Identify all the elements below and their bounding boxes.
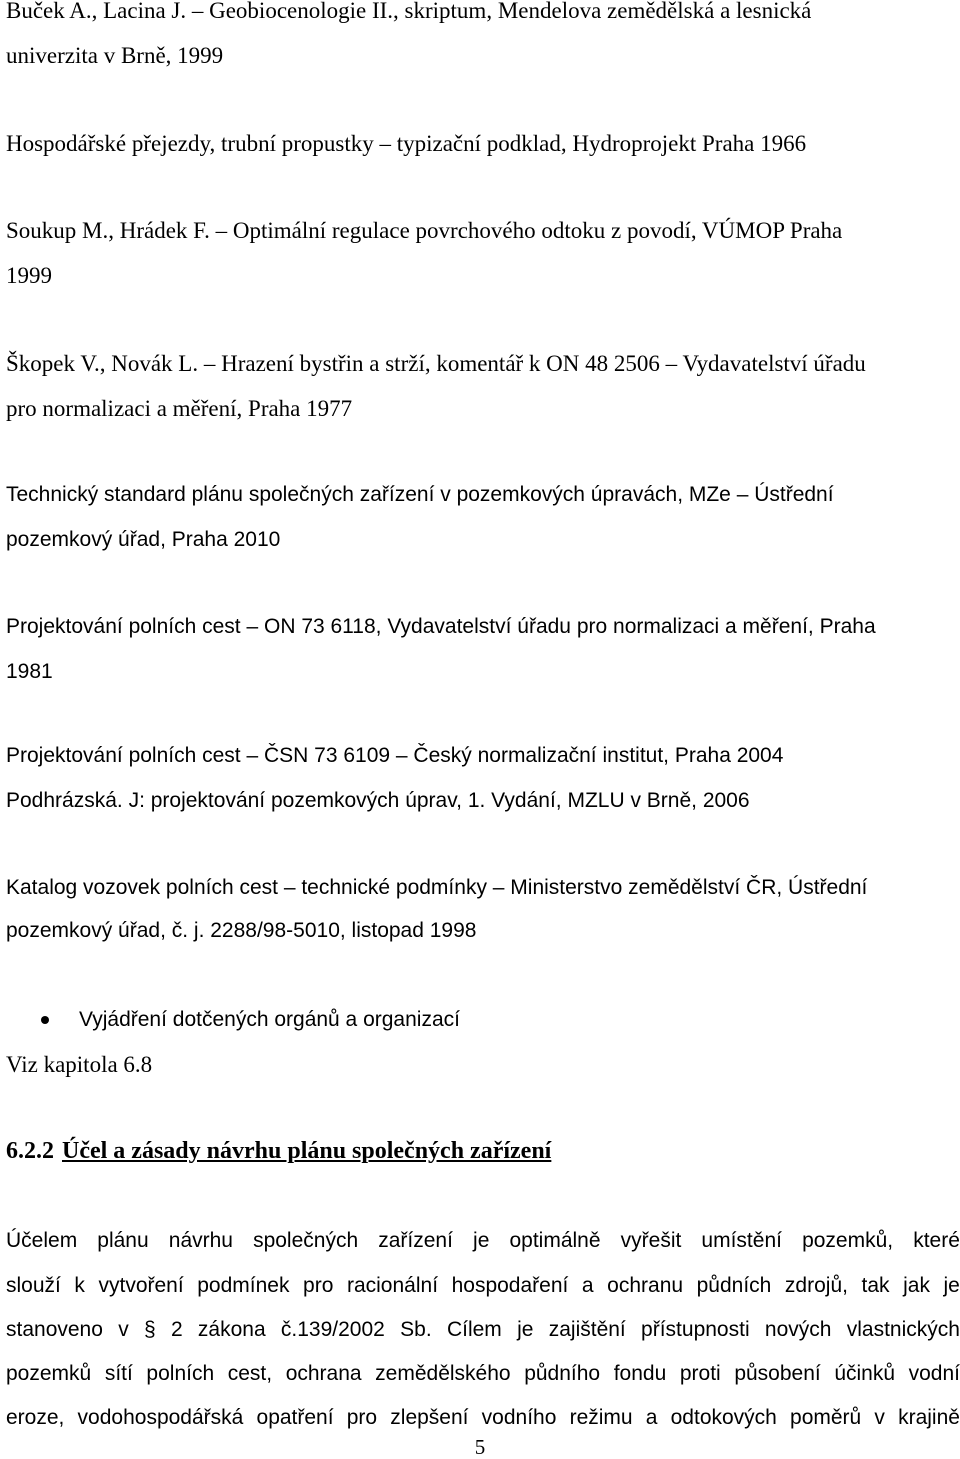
- page-number: 5: [474, 1435, 486, 1459]
- paragraph-word: vlastnických: [846, 1318, 960, 1341]
- paragraph-word: půdních: [696, 1274, 772, 1297]
- paragraph-line-3: [6, 1316, 960, 1344]
- paragraph-word: v: [118, 1318, 129, 1341]
- section-title: Účel a zásady návrhu plánu společných zařízení: [62, 1138, 552, 1164]
- paragraph-word: optimálně: [509, 1229, 601, 1252]
- paragraph-word: proti: [679, 1362, 721, 1385]
- reference-8-line-1: Katalog vozovek polních cest – technické podmínky – Ministerstvo zemědělství ČR, Ústřední: [6, 876, 868, 899]
- reference-6-line-1: Projektování polních cest – ON 73 6118, Vydavatelství úřadu pro normalizaci a měření, Praha: [6, 615, 876, 638]
- reference-8-line-2: pozemkový úřad, č. j. 2288/98-5010, listopad 1998: [6, 919, 477, 942]
- paragraph-word: fondu: [613, 1362, 667, 1385]
- reference-7-line-2: Podhrázská. J: projektování pozemkových úprav, 1. Vydání, MZLU v Brně, 2006: [6, 789, 750, 812]
- paragraph-word: hospodaření: [451, 1274, 569, 1297]
- paragraph-word: působení: [734, 1362, 821, 1385]
- paragraph-line-2: [6, 1272, 960, 1300]
- paragraph-word: vodního: [481, 1406, 557, 1429]
- paragraph-word: poměrů: [790, 1406, 862, 1429]
- paragraph-word: Účelem: [6, 1229, 78, 1252]
- paragraph-word: k: [74, 1274, 85, 1297]
- paragraph-word: přístupnosti: [641, 1318, 750, 1341]
- paragraph-word: účinků: [834, 1362, 896, 1385]
- paragraph-word: a: [645, 1406, 658, 1429]
- paragraph-word: vodní: [908, 1362, 960, 1385]
- paragraph-word: Sb.: [400, 1318, 432, 1341]
- paragraph-word: ochrana: [285, 1362, 362, 1385]
- paragraph-word: je: [473, 1229, 490, 1252]
- paragraph-word: cest,: [227, 1362, 273, 1385]
- paragraph-word: zajištění: [548, 1318, 626, 1341]
- paragraph-line-5: [6, 1404, 960, 1432]
- reference-2-line-1: Hospodářské přejezdy, trubní propustky – typizační podklad, Hydroprojekt Praha 1966: [6, 131, 807, 156]
- paragraph-word: vyřešit: [620, 1229, 682, 1252]
- reference-4-line-1: Škopek V., Novák L. – Hrazení bystřin a strží, komentář k ON 48 2506 – Vydavatelství úřadu: [6, 351, 866, 376]
- bullet-dot-icon: [41, 1016, 49, 1024]
- paragraph-line-4: [6, 1360, 960, 1388]
- paragraph-word: opatření: [256, 1406, 334, 1429]
- section-heading: [6, 1137, 551, 1165]
- paragraph-word: eroze,: [6, 1406, 65, 1429]
- paragraph-word: umístění: [701, 1229, 782, 1252]
- paragraph-word: §: [143, 1318, 156, 1341]
- paragraph-word: racionální: [346, 1274, 439, 1297]
- reference-3-line-2: 1999: [6, 263, 52, 288]
- paragraph-word: stanoveno: [6, 1318, 103, 1341]
- paragraph-word: polních: [146, 1362, 215, 1385]
- paragraph-word: vodohospodářská: [77, 1406, 244, 1429]
- paragraph-word: návrhu: [168, 1229, 233, 1252]
- reference-4-line-2: pro normalizaci a měření, Praha 1977: [6, 396, 353, 421]
- paragraph-word: jak: [903, 1274, 930, 1297]
- reference-5-line-2: pozemkový úřad, Praha 2010: [6, 528, 281, 551]
- paragraph-word: zlepšení: [390, 1406, 469, 1429]
- section-number: 6.2.2: [6, 1138, 54, 1164]
- reference-5-line-1: Technický standard plánu společných zařízení v pozemkových úpravách, MZe – Ústřední: [6, 483, 834, 506]
- paragraph-word: pro: [346, 1406, 378, 1429]
- paragraph-word: společných: [253, 1229, 359, 1252]
- paragraph-word: podmínek: [197, 1274, 290, 1297]
- paragraph-word: a: [581, 1274, 594, 1297]
- paragraph-word: které: [913, 1229, 960, 1252]
- paragraph-word: pro: [303, 1274, 334, 1297]
- paragraph-word: sítí: [104, 1362, 133, 1385]
- paragraph-word: zákona: [197, 1318, 266, 1341]
- paragraph-word: krajině: [898, 1406, 960, 1429]
- paragraph-word: zemědělského: [375, 1362, 511, 1385]
- paragraph-word: ochranu: [607, 1274, 684, 1297]
- paragraph-word: Cílem: [446, 1318, 502, 1341]
- paragraph-word: 2: [170, 1318, 183, 1341]
- paragraph-word: zdrojů,: [784, 1274, 848, 1297]
- paragraph-word: v: [874, 1406, 885, 1429]
- reference-7-line-1: Projektování polních cest – ČSN 73 6109 – Český normalizační institut, Praha 2004: [6, 744, 784, 767]
- see-chapter-note: Viz kapitola 6.8: [6, 1052, 153, 1077]
- paragraph-word: je: [517, 1318, 534, 1341]
- paragraph-word: plánu: [97, 1229, 149, 1252]
- paragraph-word: nových: [764, 1318, 832, 1341]
- bullet-item-text: Vyjádření dotčených orgánů a organizací: [79, 1008, 460, 1031]
- paragraph-word: vytvoření: [98, 1274, 184, 1297]
- paragraph-word: zařízení: [378, 1229, 453, 1252]
- paragraph-word: pozemků: [6, 1362, 92, 1385]
- reference-1-line-2: univerzita v Brně, 1999: [6, 43, 224, 68]
- reference-3-line-1: Soukup M., Hrádek F. – Optimální regulace povrchového odtoku z povodí, VÚMOP Praha: [6, 218, 843, 243]
- paragraph-word: pozemků,: [802, 1229, 894, 1252]
- paragraph-word: odtokových: [670, 1406, 777, 1429]
- paragraph-word: tak: [861, 1274, 890, 1297]
- paragraph-word: režimu: [569, 1406, 633, 1429]
- paragraph-word: půdního: [524, 1362, 601, 1385]
- reference-6-line-2: 1981: [6, 660, 53, 683]
- paragraph-line-1: [6, 1227, 960, 1255]
- paragraph-word: č.139/2002: [280, 1318, 385, 1341]
- paragraph-word: je: [943, 1274, 960, 1297]
- paragraph-word: slouží: [6, 1274, 61, 1297]
- reference-1-line-1: Buček A., Lacina J. – Geobiocenologie II., skriptum, Mendelova zemědělská a lesnická: [6, 0, 812, 23]
